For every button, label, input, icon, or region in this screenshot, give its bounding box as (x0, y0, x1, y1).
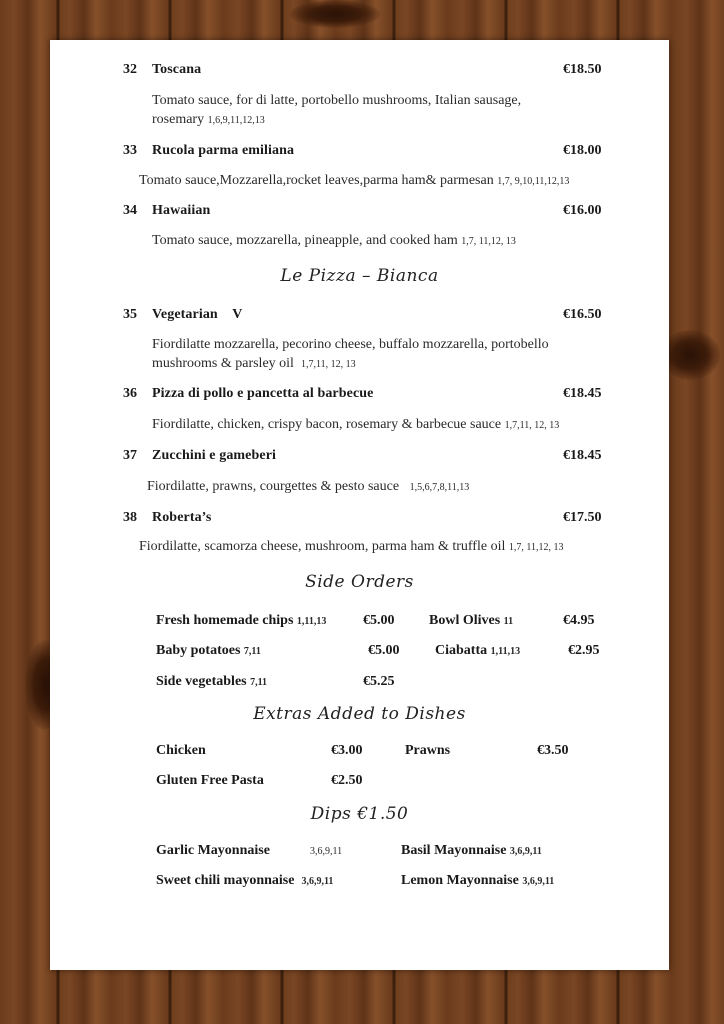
allergens: 1,11,13 (296, 616, 327, 627)
dip-item: Basil Mayonnaise 3,6,9,11 (401, 843, 542, 858)
item-description: Fiordilatte, chicken, crispy bacon, rosemary & barbecue sauce 1,7,11, 12, 13 (152, 417, 560, 432)
allergens: 1,11,13 (490, 646, 521, 657)
dip-item: Garlic Mayonnaise (156, 843, 270, 858)
extra-price: €3.00 (331, 743, 363, 758)
side-price: €5.00 (363, 613, 395, 628)
side-price: €5.25 (363, 674, 395, 689)
item-price: €16.50 (563, 307, 602, 322)
item-description: rosemary 1,6,9,11,12,13 (152, 112, 265, 127)
allergens: 1,5,6,7,8,11,13 (409, 482, 470, 493)
item-description: Tomato sauce, mozzarella, pineapple, and cooked ham 1,7, 11,12, 13 (152, 233, 516, 248)
side-price: €4.95 (563, 613, 595, 628)
item-number: 37 (123, 448, 137, 463)
item-description: Fiordilatte, scamorza cheese, mushroom, parma ham & truffle oil 1,7, 11,12, 13 (139, 539, 564, 554)
menu-page (50, 40, 669, 970)
item-name: Vegetarian V (152, 307, 243, 322)
item-name: Rucola parma emiliana (152, 143, 295, 158)
item-description: Tomato sauce,Mozzarella,rocket leaves,parma ham& parmesan 1,7, 9,10,11,12,13 (139, 173, 570, 188)
item-description: mushrooms & parsley oil 1,7,11, 12, 13 (152, 356, 356, 371)
item-name: Hawaiian (152, 203, 211, 218)
section-heading-extras: Extras Added to Dishes (253, 704, 466, 724)
allergens: 1,6,9,11,12,13 (207, 115, 265, 126)
allergens: 11 (503, 616, 514, 627)
allergens: 7,11 (250, 677, 268, 688)
item-price: €16.00 (563, 203, 602, 218)
allergens: 3,6,9,11 (509, 846, 542, 857)
wood-knot (290, 0, 380, 28)
side-item: Fresh homemade chips 1,11,13 (156, 613, 327, 628)
side-price: €2.95 (568, 643, 600, 658)
item-price: €18.45 (563, 386, 602, 401)
item-description: Tomato sauce, for di latte, portobello mushrooms, Italian sausage, (152, 93, 522, 108)
item-name: Pizza di pollo e pancetta al barbecue (152, 386, 374, 401)
item-description: Fiordilatte, prawns, courgettes & pesto sauce 1,5,6,7,8,11,13 (147, 479, 470, 494)
allergens: 1,7,11, 12, 13 (300, 359, 356, 370)
item-name: Roberta’s (152, 510, 212, 525)
section-heading-dips: Dips €1.50 (310, 804, 409, 824)
side-item: Ciabatta 1,11,13 (435, 643, 521, 658)
dip-item: Lemon Mayonnaise 3,6,9,11 (401, 873, 555, 888)
extra-item: Prawns (405, 743, 451, 758)
allergens: 1,7, 11,12, 13 (508, 542, 564, 553)
item-price: €18.50 (563, 62, 602, 77)
section-heading-bianca: Le Pizza – Bianca (280, 266, 439, 286)
item-number: 38 (123, 510, 137, 525)
side-price: €5.00 (368, 643, 400, 658)
side-item: Baby potatoes 7,11 (156, 643, 261, 658)
extra-price: €2.50 (331, 773, 363, 788)
section-heading-sides: Side Orders (305, 572, 414, 592)
allergens: 1,7, 11,12, 13 (461, 236, 516, 247)
item-number: 36 (123, 386, 137, 401)
allergens: 3,6,9,11 (301, 876, 334, 887)
extra-price: €3.50 (537, 743, 569, 758)
item-price: €18.00 (563, 143, 602, 158)
item-name: Toscana (152, 62, 202, 77)
item-number: 33 (123, 143, 137, 158)
item-price: €18.45 (563, 448, 602, 463)
allergens: 3,6,9,11 (522, 876, 555, 887)
wood-knot (660, 330, 720, 380)
item-description: Fiordilatte mozzarella, pecorino cheese, buffalo mozzarella, portobello (152, 337, 549, 352)
extra-item: Chicken (156, 743, 206, 758)
vegetarian-badge: V (232, 307, 243, 322)
allergens: 1,7, 9,10,11,12,13 (497, 176, 570, 187)
item-name: Zucchini e gameberi (152, 448, 276, 463)
item-number: 34 (123, 203, 137, 218)
side-item: Side vegetables 7,11 (156, 674, 268, 689)
side-item: Bowl Olives 11 (429, 613, 514, 628)
extra-item: Gluten Free Pasta (156, 773, 264, 788)
dip-item: Sweet chili mayonnaise 3,6,9,11 (156, 873, 334, 888)
allergens: 7,11 (243, 646, 261, 657)
allergens: 3,6,9,11 (310, 846, 343, 857)
item-number: 35 (123, 307, 137, 322)
item-price: €17.50 (563, 510, 602, 525)
item-number: 32 (123, 62, 137, 77)
allergens: 1,7,11, 12, 13 (504, 420, 560, 431)
